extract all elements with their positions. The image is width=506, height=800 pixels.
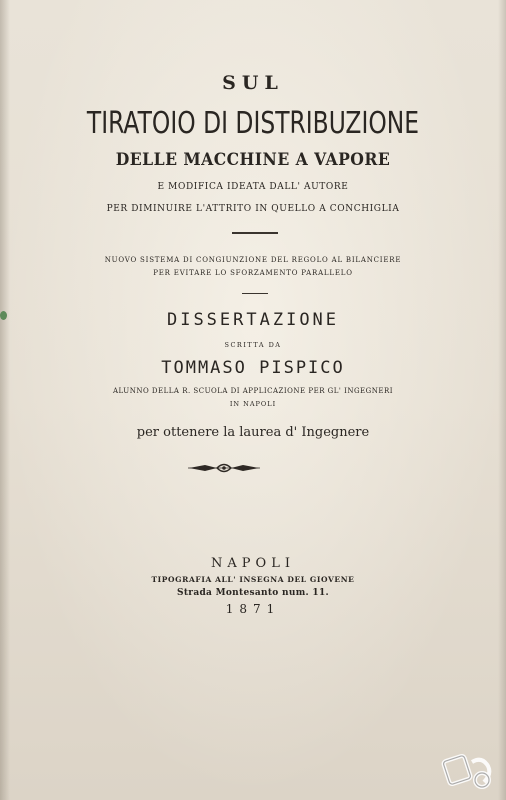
divider-rule bbox=[232, 232, 278, 234]
ornament-icon bbox=[187, 460, 261, 476]
affiliation-city: IN NAPOLI bbox=[229, 400, 277, 408]
publisher-name: TIPOGRAFIA ALL' INSEGNA DEL GIOVENE bbox=[151, 575, 355, 584]
degree-purpose: per ottenere la laurea d' Ingegnere bbox=[136, 425, 370, 440]
subtitle: DELLE MACCHINE A VAPORE bbox=[115, 150, 391, 170]
author-name: TOMMASO PISPICO bbox=[161, 358, 345, 378]
watermark-logo-icon bbox=[438, 748, 502, 796]
written-by: SCRITTA DA bbox=[224, 341, 282, 349]
publisher-city: NAPOLI bbox=[211, 556, 295, 571]
heading-sul: SUL bbox=[222, 72, 284, 94]
dissertation-heading: DISSERTAZIONE bbox=[166, 310, 340, 330]
subtitle-line-2: PER DIMINUIRE L'ATTRITO IN QUELLO A CONCHIGLIA bbox=[106, 204, 400, 214]
subtitle-line-1: E MODIFICA IDEATA DALL' AUTORE bbox=[157, 182, 349, 192]
publisher-address: Strada Montesanto num. 11. bbox=[177, 588, 329, 598]
main-title: TIRATOIO DI DISTRIBUZIONE bbox=[86, 106, 420, 141]
short-divider bbox=[242, 293, 268, 294]
publication-year: 1871 bbox=[225, 602, 281, 616]
author-affiliation: ALUNNO DELLA R. SCUOLA DI APPLICAZIONE PER GL' INGEGNERI bbox=[112, 387, 394, 395]
note-line-2: PER EVITARE LO SFORZAMENTO PARALLELO bbox=[153, 269, 353, 277]
note-line-1: NUOVO SISTEMA DI CONGIUNZIONE DEL REGOLO AL BILANCIERE bbox=[104, 256, 402, 264]
